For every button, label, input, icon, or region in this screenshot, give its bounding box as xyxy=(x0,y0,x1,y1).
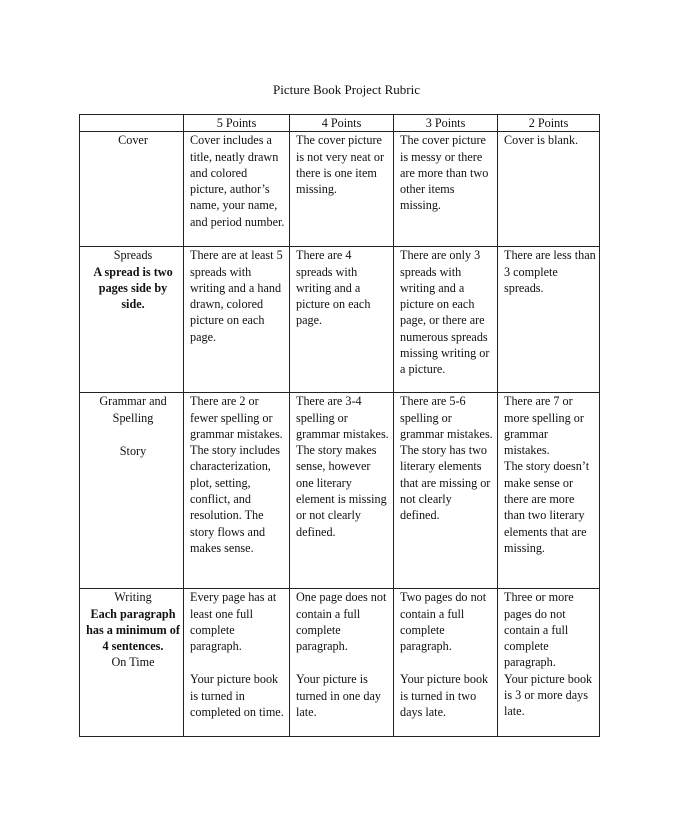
story-2-points: The story doesn’t make sense or there are more than two literary elements that are missing. xyxy=(504,459,590,555)
grammar-story-2-points xyxy=(498,393,600,589)
category-spreads-note: A spread is two pages side by side. xyxy=(93,264,173,312)
category-story-label: Story xyxy=(119,443,147,458)
spreads-2-points: There are less than 3 complete spreads. xyxy=(498,247,600,393)
table-row-grammar-story xyxy=(80,393,600,589)
writing-ontime-2-points xyxy=(498,589,600,737)
category-spreads-label: Spreads xyxy=(113,248,153,263)
page-title: Picture Book Project Rubric xyxy=(273,82,420,97)
cover-3-points: The cover picture is messy or there are more than two other items missing. xyxy=(394,132,498,247)
header-cell-5-points: 5 Points xyxy=(184,115,290,132)
category-cover: Cover xyxy=(80,132,184,247)
grammar-story-3-points xyxy=(394,393,498,589)
writing-5-points: Every page has at least one full complete paragraph. xyxy=(190,590,277,654)
spreads-4-points: There are 4 spreads with writing and a picture on each page. xyxy=(290,247,394,393)
table-row-spreads xyxy=(80,247,600,393)
spreads-5-points: There are at least 5 spreads with writing and a hand drawn, colored picture on each page. xyxy=(184,247,290,393)
cover-5-points: Cover includes a title, neatly drawn and colored picture, author’s name, your name, and period number. xyxy=(184,132,290,247)
writing-3-points: Two pages do not contain a full complete paragraph. xyxy=(400,590,487,654)
category-writing-label: Writing xyxy=(114,590,152,605)
grammar-3-points: There are 5-6 spelling or grammar mistakes. xyxy=(400,394,493,441)
cover-4-points: The cover picture is not very neat or there is one item missing. xyxy=(290,132,394,247)
header-cell-2-points: 2 Points xyxy=(498,115,600,132)
category-grammar-story xyxy=(80,393,184,589)
table-row-writing-ontime xyxy=(80,589,600,737)
writing-ontime-5-points xyxy=(184,589,290,737)
story-3-points: The story has two literary elements that are missing or not clearly defined. xyxy=(400,443,491,523)
grammar-5-points: There are 2 or fewer spelling or grammar mistakes. xyxy=(190,394,283,441)
table-row-cover xyxy=(80,132,600,247)
header-row xyxy=(80,115,600,132)
writing-2-points: Three or more pages do not contain a full complete paragraph. xyxy=(504,590,574,670)
story-5-points: The story includes characterization, plot, setting, conflict, and resolution. The story flows and makes sense. xyxy=(190,443,281,555)
ontime-5-points: Your picture book is turned in completed on time. xyxy=(190,672,284,720)
category-spreads xyxy=(80,247,184,393)
rubric-table xyxy=(79,114,600,737)
grammar-story-5-points xyxy=(184,393,290,589)
spreads-3-points: There are only 3 spreads with writing and a picture on each page, or there are numerous spreads missing writing or a picture. xyxy=(394,247,498,393)
cover-2-points: Cover is blank. xyxy=(498,132,600,247)
category-writing-note: Each paragraph has a minimum of 4 sentences. xyxy=(86,606,180,654)
grammar-2-points: There are 7 or more spelling or grammar mistakes. xyxy=(504,394,584,458)
writing-4-points: One page does not contain a full complete paragraph. xyxy=(296,590,387,654)
writing-ontime-3-points xyxy=(394,589,498,737)
category-writing-ontime xyxy=(80,589,184,737)
grammar-story-4-points xyxy=(290,393,394,589)
header-cell-empty xyxy=(80,115,184,132)
header-cell-3-points: 3 Points xyxy=(394,115,498,132)
writing-ontime-4-points xyxy=(290,589,394,737)
header-cell-4-points: 4 Points xyxy=(290,115,394,132)
ontime-2-points: Your picture book is 3 or more days late. xyxy=(504,671,593,719)
ontime-3-points: Your picture book is turned in two days late. xyxy=(400,672,489,720)
ontime-4-points: Your picture is turned in one day late. xyxy=(296,672,381,720)
category-ontime-label: On Time xyxy=(111,655,155,670)
story-4-points: The story makes sense, however one literary element is missing or not clearly defined. xyxy=(296,443,387,539)
category-grammar-label: Grammar and Spelling xyxy=(99,394,167,425)
grammar-4-points: There are 3-4 spelling or grammar mistakes. xyxy=(296,394,389,441)
